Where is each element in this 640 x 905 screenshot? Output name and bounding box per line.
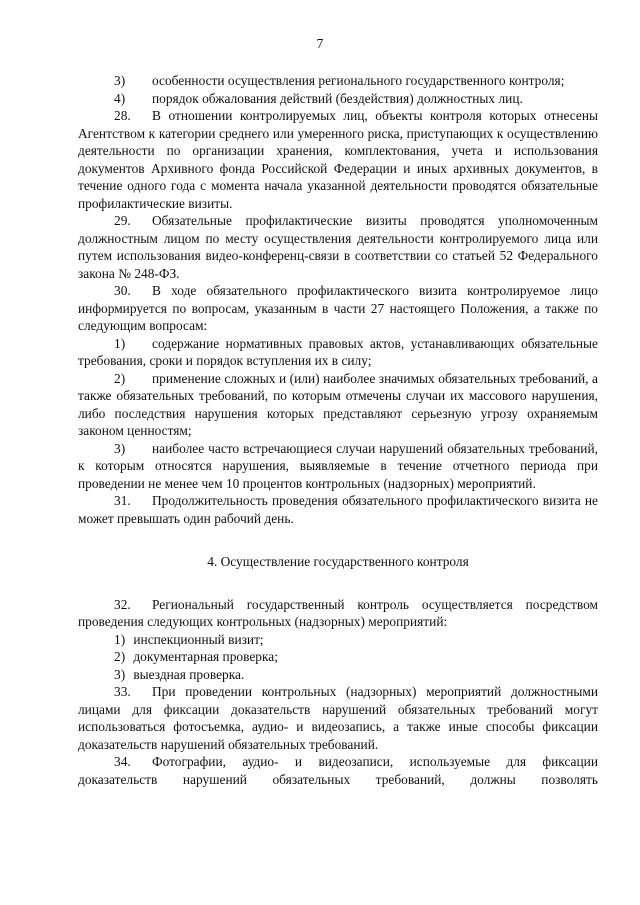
item-text: При проведении контрольных (надзорных) мероприятий должностными лицами для фиксации доказательств нарушений обязательных требований могут использоваться фотосъемка, аудио- и видеозапись, а также иные способы фиксации доказательств нарушений обязательных требований.: [78, 684, 598, 752]
item-text: В отношении контролируемых лиц, объекты контроля которых отнесены Агентством к категории среднего или умеренного риска, приступающих к осуществлению деятельности по организации хранения, комплектования, учета и использования документов Архивного фонда Российской Федерации и иных архивных документов, в течение одного года с момента начала указанной деятельности проводятся обязательные профилактические визиты.: [78, 108, 598, 211]
paragraph-item: [78, 72, 598, 90]
page-number: 7: [316, 36, 324, 51]
paragraph-item: [78, 683, 598, 753]
item-text: выездная проверка.: [133, 666, 245, 682]
item-number: 1): [114, 631, 126, 647]
paragraph-item: [78, 492, 598, 527]
section-heading: 4. Осуществление государственного контроля: [207, 554, 469, 569]
paragraph-item: [78, 440, 598, 493]
document-body: [78, 72, 598, 788]
item-text: Фотографии, аудио- и видеозаписи, используемые для фиксации доказательств нарушений обязательных требований, должны позволять: [78, 754, 598, 787]
item-text: В ходе обязательного профилактического визита контролируемое лицо информируется по вопросам, указанным в части 27 настоящего Положения, а также по следующим вопросам:: [78, 283, 598, 333]
paragraph-item: [78, 107, 598, 212]
paragraph-item: [78, 335, 598, 370]
paragraph-item: [78, 212, 598, 282]
list-item: [78, 631, 598, 649]
paragraph-item: [78, 370, 598, 440]
item-text: Обязательные профилактические визиты проводятся уполномоченным должностным лицом по месту осуществления деятельности контролируемого лица или путем использования видео-конференц-связи в соответствии со статьей 52 Федерального закона № 248-ФЗ.: [78, 213, 598, 281]
item-number: 2): [114, 370, 126, 386]
item-number: 3): [114, 73, 126, 88]
item-text: документарная проверка;: [133, 649, 278, 664]
item-number: 1): [114, 335, 126, 351]
item-number: 30.: [114, 283, 131, 298]
item-number: 34.: [114, 754, 131, 769]
paragraph-item: [78, 596, 598, 631]
item-text: Региональный государственный контроль осуществляется посредством проведения следующих контрольных (надзорных) мероприятий:: [78, 596, 598, 629]
item-number: 4): [114, 90, 126, 106]
item-number: 3): [114, 666, 126, 682]
item-number: 28.: [114, 108, 131, 123]
list-item: [78, 648, 598, 666]
item-number: 32.: [114, 596, 131, 612]
paragraph-item: [78, 282, 598, 335]
item-text: содержание нормативных правовых актов, устанавливающих обязательные требования, сроки и порядок вступления их в силу;: [78, 335, 598, 368]
item-text: инспекционный визит;: [133, 631, 264, 647]
item-number: 31.: [114, 493, 131, 508]
item-number: 2): [114, 649, 126, 664]
paragraph-item: [78, 753, 598, 788]
item-text: Продолжительность проведения обязательного профилактического визита не может превышать один рабочий день.: [78, 493, 598, 526]
list-item: [78, 666, 598, 684]
item-text: особенности осуществления регионального государственного контроля;: [152, 73, 565, 88]
item-number: 3): [114, 440, 126, 456]
item-text: применение сложных и (или) наиболее значимых обязательных требований, а также обязательных требований, по которым отмечены случаи их массового нарушения, либо последствия нарушения которых представляют серьезную угрозу охраняемым законом ценностям;: [78, 370, 598, 438]
item-text: порядок обжалования действий (бездействия) должностных лиц.: [152, 90, 523, 106]
paragraph-item: [78, 90, 598, 108]
item-number: 29.: [114, 213, 131, 228]
item-number: 33.: [114, 684, 131, 699]
item-text: наиболее часто встречающиеся случаи нарушений обязательных требований, к которым относятся нарушения, выявляемые в течение отчетного периода при проведении не менее чем 10 процентов контрольных (надзорных) мероприятий.: [78, 440, 598, 491]
